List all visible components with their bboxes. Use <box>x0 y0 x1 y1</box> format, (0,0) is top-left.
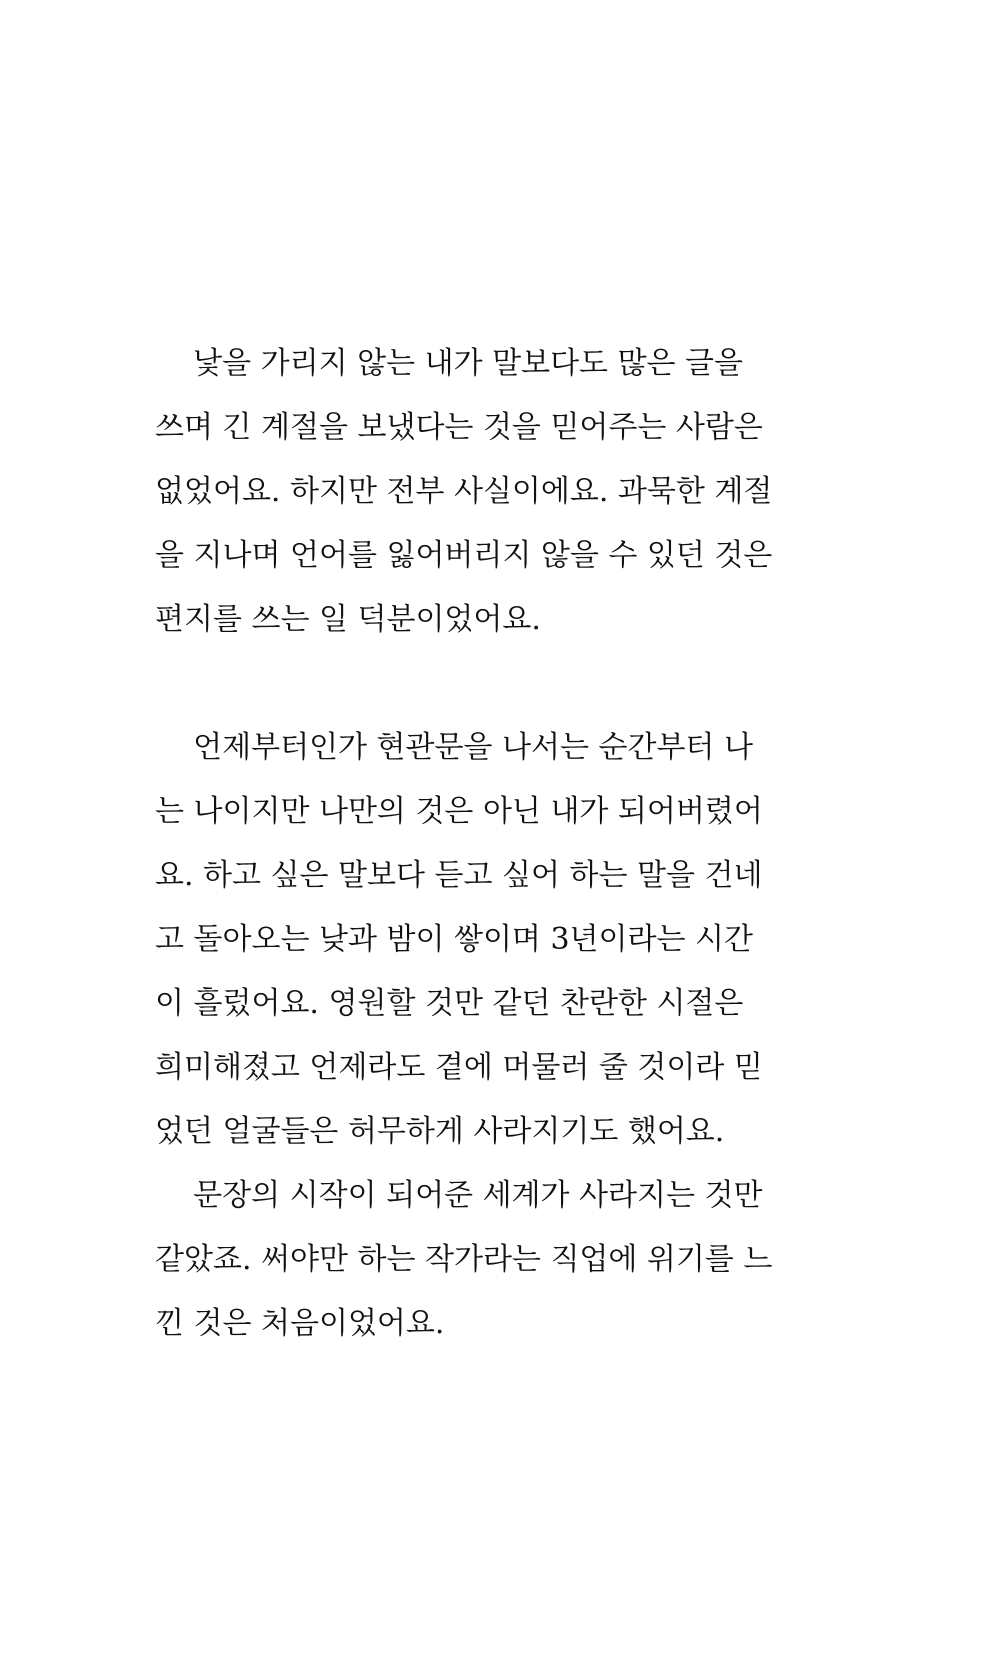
text-line: 요. 하고 싶은 말보다 듣고 싶어 하는 말을 건네 <box>155 858 763 893</box>
text-line: 고 돌아오는 낮과 밤이 쌓이며 3년이라는 시간 <box>155 922 753 957</box>
text-line: 희미해졌고 언제라도 곁에 머물러 줄 것이라 믿 <box>155 1050 763 1085</box>
text-line: 쓰며 긴 계절을 보냈다는 것을 믿어주는 사람은 <box>155 410 763 445</box>
text-line: 었던 얼굴들은 허무하게 사라지기도 했어요. <box>155 1114 725 1149</box>
text-line: 없었어요. 하지만 전부 사실이에요. 과묵한 계절 <box>155 474 773 509</box>
text-line: 언제부터인가 현관문을 나서는 순간부터 나 <box>155 730 753 765</box>
text-line: 낯을 가리지 않는 내가 말보다도 많은 글을 <box>155 346 744 381</box>
text-line: 편지를 쓰는 일 덕분이었어요. <box>155 602 541 637</box>
text-line: 낀 것은 처음이었어요. <box>155 1306 445 1341</box>
paragraph-3 <box>155 1164 805 1356</box>
paragraph-gap <box>155 652 805 716</box>
body-text <box>155 332 805 1356</box>
paragraph-2 <box>155 716 805 1164</box>
text-line: 같았죠. 써야만 하는 작가라는 직업에 위기를 느 <box>155 1242 773 1277</box>
text-line: 문장의 시작이 되어준 세계가 사라지는 것만 <box>155 1178 763 1213</box>
text-line: 는 나이지만 나만의 것은 아닌 내가 되어버렸어 <box>155 794 763 829</box>
text-line: 이 흘렀어요. 영원할 것만 같던 찬란한 시절은 <box>155 986 744 1021</box>
paragraph-1 <box>155 332 805 652</box>
text-line: 을 지나며 언어를 잃어버리지 않을 수 있던 것은 <box>155 538 773 573</box>
